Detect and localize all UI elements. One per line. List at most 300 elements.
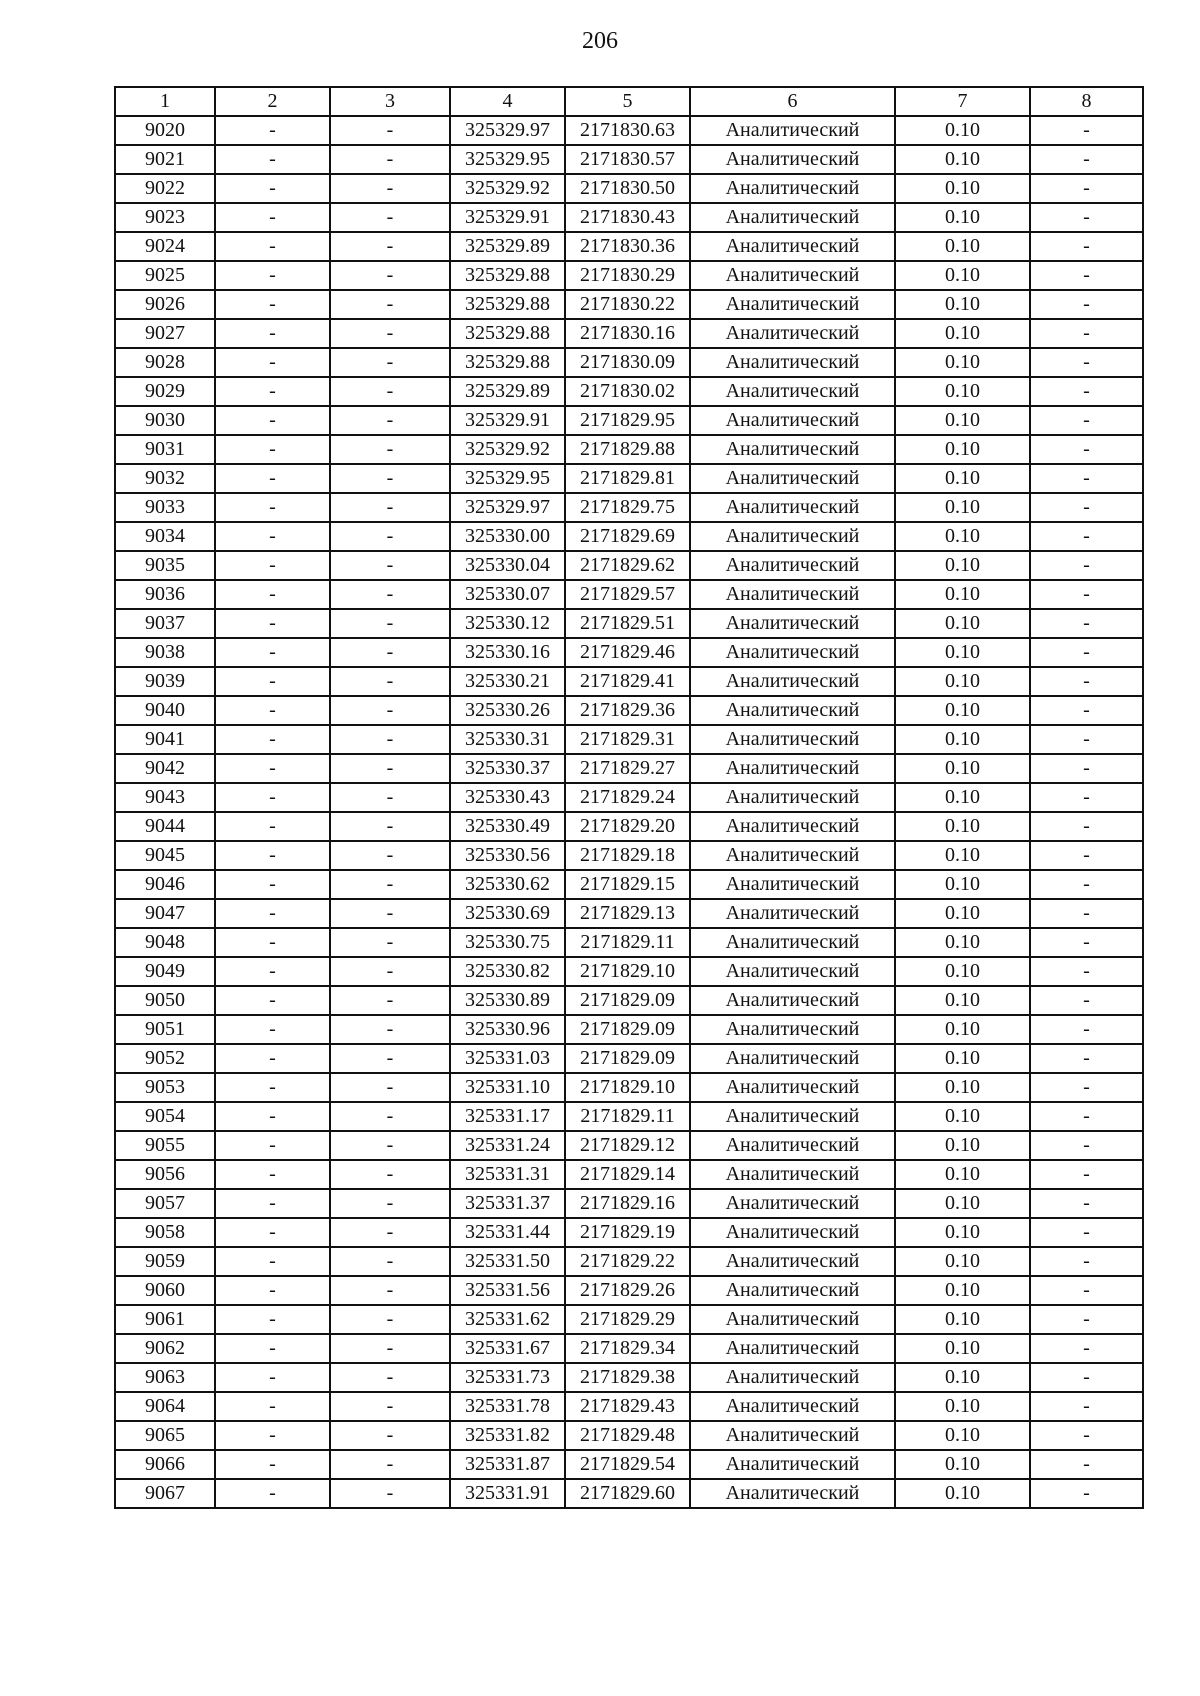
cell-col3: - (330, 1015, 450, 1044)
cell-col2: - (215, 1073, 330, 1102)
coordinate-y: 2171829.46 (565, 638, 690, 667)
accuracy: 0.10 (895, 986, 1030, 1015)
coordinate-y: 2171829.11 (565, 1102, 690, 1131)
accuracy: 0.10 (895, 1015, 1030, 1044)
cell-col3: - (330, 1276, 450, 1305)
coordinate-y: 2171829.10 (565, 1073, 690, 1102)
point-number: 9062 (115, 1334, 215, 1363)
cell-col2: - (215, 1102, 330, 1131)
cell-col3: - (330, 812, 450, 841)
cell-col2: - (215, 174, 330, 203)
cell-col3: - (330, 1450, 450, 1479)
column-header: 5 (565, 87, 690, 116)
point-number: 9022 (115, 174, 215, 203)
table-row (115, 319, 1143, 348)
cell-col2: - (215, 464, 330, 493)
table-row (115, 174, 1143, 203)
cell-col8: - (1030, 841, 1143, 870)
coordinate-x: 325330.31 (450, 725, 565, 754)
cell-col2: - (215, 1305, 330, 1334)
table-row (115, 1276, 1143, 1305)
cell-col8: - (1030, 1363, 1143, 1392)
table-row (115, 203, 1143, 232)
coordinate-x: 325329.91 (450, 203, 565, 232)
cell-col8: - (1030, 1305, 1143, 1334)
table-row (115, 609, 1143, 638)
coordinate-x: 325331.67 (450, 1334, 565, 1363)
method: Аналитический (690, 290, 895, 319)
cell-col2: - (215, 609, 330, 638)
table-row (115, 841, 1143, 870)
point-number: 9048 (115, 928, 215, 957)
cell-col3: - (330, 145, 450, 174)
accuracy: 0.10 (895, 1479, 1030, 1508)
cell-col8: - (1030, 435, 1143, 464)
table-row (115, 1044, 1143, 1073)
accuracy: 0.10 (895, 899, 1030, 928)
method: Аналитический (690, 638, 895, 667)
cell-col2: - (215, 1131, 330, 1160)
method: Аналитический (690, 986, 895, 1015)
coordinate-y: 2171829.20 (565, 812, 690, 841)
coordinate-y: 2171829.27 (565, 754, 690, 783)
coordinate-x: 325331.24 (450, 1131, 565, 1160)
cell-col3: - (330, 957, 450, 986)
point-number: 9026 (115, 290, 215, 319)
coordinate-y: 2171829.81 (565, 464, 690, 493)
table-row (115, 812, 1143, 841)
coordinate-y: 2171829.95 (565, 406, 690, 435)
coordinate-y: 2171830.36 (565, 232, 690, 261)
coordinate-y: 2171830.57 (565, 145, 690, 174)
cell-col8: - (1030, 812, 1143, 841)
point-number: 9050 (115, 986, 215, 1015)
coordinate-x: 325330.75 (450, 928, 565, 957)
table-row (115, 1102, 1143, 1131)
cell-col3: - (330, 464, 450, 493)
coordinate-x: 325330.49 (450, 812, 565, 841)
table-body (115, 116, 1143, 1508)
point-number: 9067 (115, 1479, 215, 1508)
method: Аналитический (690, 1334, 895, 1363)
point-number: 9065 (115, 1421, 215, 1450)
cell-col3: - (330, 406, 450, 435)
accuracy: 0.10 (895, 696, 1030, 725)
coordinate-y: 2171829.11 (565, 928, 690, 957)
column-header: 6 (690, 87, 895, 116)
coordinate-y: 2171829.48 (565, 1421, 690, 1450)
cell-col8: - (1030, 580, 1143, 609)
accuracy: 0.10 (895, 174, 1030, 203)
cell-col3: - (330, 1247, 450, 1276)
point-number: 9047 (115, 899, 215, 928)
column-header: 2 (215, 87, 330, 116)
method: Аналитический (690, 1450, 895, 1479)
cell-col2: - (215, 986, 330, 1015)
cell-col3: - (330, 609, 450, 638)
coordinate-y: 2171829.09 (565, 986, 690, 1015)
method: Аналитический (690, 870, 895, 899)
cell-col2: - (215, 203, 330, 232)
method: Аналитический (690, 812, 895, 841)
cell-col3: - (330, 1305, 450, 1334)
cell-col2: - (215, 580, 330, 609)
point-number: 9036 (115, 580, 215, 609)
coordinate-x: 325330.43 (450, 783, 565, 812)
accuracy: 0.10 (895, 870, 1030, 899)
cell-col8: - (1030, 667, 1143, 696)
point-number: 9060 (115, 1276, 215, 1305)
method: Аналитический (690, 783, 895, 812)
cell-col2: - (215, 145, 330, 174)
page-number: 206 (582, 28, 618, 54)
coordinate-x: 325330.00 (450, 522, 565, 551)
cell-col8: - (1030, 609, 1143, 638)
method: Аналитический (690, 551, 895, 580)
method: Аналитический (690, 1392, 895, 1421)
method: Аналитический (690, 899, 895, 928)
cell-col2: - (215, 435, 330, 464)
table-row (115, 1160, 1143, 1189)
coordinate-x: 325330.21 (450, 667, 565, 696)
method: Аналитический (690, 406, 895, 435)
cell-col2: - (215, 232, 330, 261)
cell-col3: - (330, 522, 450, 551)
point-number: 9064 (115, 1392, 215, 1421)
point-number: 9055 (115, 1131, 215, 1160)
accuracy: 0.10 (895, 667, 1030, 696)
coordinate-x: 325329.92 (450, 435, 565, 464)
method: Аналитический (690, 232, 895, 261)
cell-col8: - (1030, 377, 1143, 406)
table-row (115, 986, 1143, 1015)
coordinate-x: 325331.62 (450, 1305, 565, 1334)
cell-col8: - (1030, 957, 1143, 986)
cell-col3: - (330, 493, 450, 522)
accuracy: 0.10 (895, 580, 1030, 609)
coordinate-x: 325331.44 (450, 1218, 565, 1247)
cell-col8: - (1030, 1189, 1143, 1218)
cell-col8: - (1030, 1247, 1143, 1276)
cell-col3: - (330, 1392, 450, 1421)
point-number: 9021 (115, 145, 215, 174)
method: Аналитический (690, 1247, 895, 1276)
coordinate-y: 2171829.57 (565, 580, 690, 609)
coordinate-y: 2171829.43 (565, 1392, 690, 1421)
method: Аналитический (690, 1479, 895, 1508)
cell-col2: - (215, 522, 330, 551)
method: Аналитический (690, 1015, 895, 1044)
accuracy: 0.10 (895, 841, 1030, 870)
cell-col3: - (330, 696, 450, 725)
coordinate-x: 325329.95 (450, 464, 565, 493)
cell-col8: - (1030, 1479, 1143, 1508)
cell-col8: - (1030, 1131, 1143, 1160)
cell-col8: - (1030, 783, 1143, 812)
accuracy: 0.10 (895, 406, 1030, 435)
accuracy: 0.10 (895, 261, 1030, 290)
coordinate-x: 325329.89 (450, 232, 565, 261)
table-row (115, 754, 1143, 783)
coordinate-x: 325329.91 (450, 406, 565, 435)
table-row (115, 406, 1143, 435)
coordinate-x: 325331.37 (450, 1189, 565, 1218)
cell-col3: - (330, 435, 450, 464)
accuracy: 0.10 (895, 609, 1030, 638)
cell-col3: - (330, 203, 450, 232)
method: Аналитический (690, 1131, 895, 1160)
coordinate-y: 2171829.41 (565, 667, 690, 696)
column-header: 4 (450, 87, 565, 116)
point-number: 9042 (115, 754, 215, 783)
method: Аналитический (690, 203, 895, 232)
table-row (115, 928, 1143, 957)
table-row (115, 957, 1143, 986)
point-number: 9043 (115, 783, 215, 812)
cell-col8: - (1030, 348, 1143, 377)
accuracy: 0.10 (895, 319, 1030, 348)
table-row (115, 638, 1143, 667)
point-number: 9045 (115, 841, 215, 870)
table-row (115, 377, 1143, 406)
coordinate-x: 325329.97 (450, 493, 565, 522)
method: Аналитический (690, 696, 895, 725)
cell-col8: - (1030, 203, 1143, 232)
table-row (115, 116, 1143, 145)
method: Аналитический (690, 1073, 895, 1102)
coordinate-y: 2171829.29 (565, 1305, 690, 1334)
coordinate-x: 325331.73 (450, 1363, 565, 1392)
table-row (115, 667, 1143, 696)
coordinate-x: 325330.62 (450, 870, 565, 899)
point-number: 9051 (115, 1015, 215, 1044)
accuracy: 0.10 (895, 145, 1030, 174)
cell-col3: - (330, 870, 450, 899)
point-number: 9054 (115, 1102, 215, 1131)
coordinate-y: 2171830.43 (565, 203, 690, 232)
table-row (115, 696, 1143, 725)
method: Аналитический (690, 928, 895, 957)
coordinate-y: 2171829.19 (565, 1218, 690, 1247)
table-row (115, 435, 1143, 464)
method: Аналитический (690, 1160, 895, 1189)
accuracy: 0.10 (895, 1160, 1030, 1189)
point-number: 9024 (115, 232, 215, 261)
accuracy: 0.10 (895, 348, 1030, 377)
accuracy: 0.10 (895, 1392, 1030, 1421)
coordinate-y: 2171830.50 (565, 174, 690, 203)
cell-col2: - (215, 1363, 330, 1392)
cell-col2: - (215, 667, 330, 696)
coordinate-x: 325331.10 (450, 1073, 565, 1102)
cell-col8: - (1030, 319, 1143, 348)
method: Аналитический (690, 1044, 895, 1073)
method: Аналитический (690, 145, 895, 174)
cell-col3: - (330, 1363, 450, 1392)
cell-col3: - (330, 116, 450, 145)
coordinate-x: 325330.96 (450, 1015, 565, 1044)
cell-col2: - (215, 551, 330, 580)
method: Аналитический (690, 116, 895, 145)
coordinate-y: 2171829.62 (565, 551, 690, 580)
accuracy: 0.10 (895, 493, 1030, 522)
coordinate-x: 325330.82 (450, 957, 565, 986)
cell-col2: - (215, 1479, 330, 1508)
coordinate-x: 325330.04 (450, 551, 565, 580)
cell-col2: - (215, 348, 330, 377)
accuracy: 0.10 (895, 1421, 1030, 1450)
coordinate-x: 325331.03 (450, 1044, 565, 1073)
coordinate-x: 325330.07 (450, 580, 565, 609)
point-number: 9034 (115, 522, 215, 551)
cell-col2: - (215, 1015, 330, 1044)
cell-col3: - (330, 1073, 450, 1102)
column-header: 7 (895, 87, 1030, 116)
method: Аналитический (690, 1102, 895, 1131)
cell-col2: - (215, 1189, 330, 1218)
coordinate-y: 2171829.34 (565, 1334, 690, 1363)
cell-col8: - (1030, 986, 1143, 1015)
cell-col3: - (330, 1131, 450, 1160)
cell-col3: - (330, 261, 450, 290)
accuracy: 0.10 (895, 290, 1030, 319)
accuracy: 0.10 (895, 464, 1030, 493)
cell-col2: - (215, 1450, 330, 1479)
cell-col8: - (1030, 1421, 1143, 1450)
method: Аналитический (690, 261, 895, 290)
point-number: 9040 (115, 696, 215, 725)
cell-col8: - (1030, 696, 1143, 725)
cell-col3: - (330, 667, 450, 696)
accuracy: 0.10 (895, 232, 1030, 261)
method: Аналитический (690, 1421, 895, 1450)
coordinate-x: 325329.95 (450, 145, 565, 174)
cell-col2: - (215, 638, 330, 667)
cell-col3: - (330, 1334, 450, 1363)
point-number: 9035 (115, 551, 215, 580)
point-number: 9028 (115, 348, 215, 377)
coordinate-y: 2171829.26 (565, 1276, 690, 1305)
point-number: 9029 (115, 377, 215, 406)
cell-col3: - (330, 232, 450, 261)
coordinates-table (114, 86, 1144, 1509)
cell-col8: - (1030, 145, 1143, 174)
table-row (115, 145, 1143, 174)
coordinate-y: 2171829.14 (565, 1160, 690, 1189)
coordinate-y: 2171829.12 (565, 1131, 690, 1160)
cell-col3: - (330, 638, 450, 667)
coordinate-y: 2171829.16 (565, 1189, 690, 1218)
cell-col8: - (1030, 899, 1143, 928)
method: Аналитический (690, 1276, 895, 1305)
cell-col3: - (330, 348, 450, 377)
table-row (115, 725, 1143, 754)
coordinate-x: 325331.56 (450, 1276, 565, 1305)
method: Аналитический (690, 522, 895, 551)
method: Аналитический (690, 841, 895, 870)
accuracy: 0.10 (895, 377, 1030, 406)
accuracy: 0.10 (895, 725, 1030, 754)
cell-col8: - (1030, 1160, 1143, 1189)
coordinate-x: 325331.31 (450, 1160, 565, 1189)
accuracy: 0.10 (895, 435, 1030, 464)
accuracy: 0.10 (895, 1305, 1030, 1334)
cell-col8: - (1030, 1102, 1143, 1131)
cell-col3: - (330, 1160, 450, 1189)
table-row (115, 493, 1143, 522)
coordinate-x: 325330.26 (450, 696, 565, 725)
method: Аналитический (690, 580, 895, 609)
table-row (115, 1479, 1143, 1508)
point-number: 9033 (115, 493, 215, 522)
coordinate-x: 325331.82 (450, 1421, 565, 1450)
point-number: 9025 (115, 261, 215, 290)
accuracy: 0.10 (895, 1247, 1030, 1276)
point-number: 9056 (115, 1160, 215, 1189)
coordinate-x: 325331.87 (450, 1450, 565, 1479)
cell-col2: - (215, 1247, 330, 1276)
method: Аналитический (690, 1363, 895, 1392)
cell-col2: - (215, 928, 330, 957)
point-number: 9031 (115, 435, 215, 464)
coordinate-x: 325329.89 (450, 377, 565, 406)
point-number: 9058 (115, 1218, 215, 1247)
table-row (115, 783, 1143, 812)
cell-col3: - (330, 899, 450, 928)
coordinate-x: 325330.69 (450, 899, 565, 928)
table-row (115, 1131, 1143, 1160)
cell-col2: - (215, 319, 330, 348)
coordinate-y: 2171829.38 (565, 1363, 690, 1392)
method: Аналитический (690, 754, 895, 783)
coordinate-y: 2171829.15 (565, 870, 690, 899)
method: Аналитический (690, 1218, 895, 1247)
table-row (115, 1450, 1143, 1479)
cell-col2: - (215, 1421, 330, 1450)
method: Аналитический (690, 493, 895, 522)
cell-col8: - (1030, 116, 1143, 145)
cell-col8: - (1030, 870, 1143, 899)
coordinate-x: 325330.16 (450, 638, 565, 667)
table-row (115, 232, 1143, 261)
coordinate-y: 2171829.54 (565, 1450, 690, 1479)
cell-col3: - (330, 580, 450, 609)
coordinate-x: 325331.91 (450, 1479, 565, 1508)
cell-col2: - (215, 1334, 330, 1363)
coordinate-y: 2171829.22 (565, 1247, 690, 1276)
cell-col8: - (1030, 1276, 1143, 1305)
point-number: 9057 (115, 1189, 215, 1218)
accuracy: 0.10 (895, 928, 1030, 957)
method: Аналитический (690, 1189, 895, 1218)
cell-col3: - (330, 1421, 450, 1450)
accuracy: 0.10 (895, 957, 1030, 986)
cell-col8: - (1030, 638, 1143, 667)
coordinate-y: 2171829.75 (565, 493, 690, 522)
cell-col2: - (215, 1276, 330, 1305)
coordinate-y: 2171829.18 (565, 841, 690, 870)
cell-col3: - (330, 1102, 450, 1131)
coordinate-y: 2171829.69 (565, 522, 690, 551)
coordinate-x: 325329.88 (450, 261, 565, 290)
accuracy: 0.10 (895, 1073, 1030, 1102)
cell-col2: - (215, 754, 330, 783)
cell-col8: - (1030, 1073, 1143, 1102)
cell-col8: - (1030, 754, 1143, 783)
cell-col3: - (330, 319, 450, 348)
cell-col8: - (1030, 1392, 1143, 1421)
point-number: 9032 (115, 464, 215, 493)
